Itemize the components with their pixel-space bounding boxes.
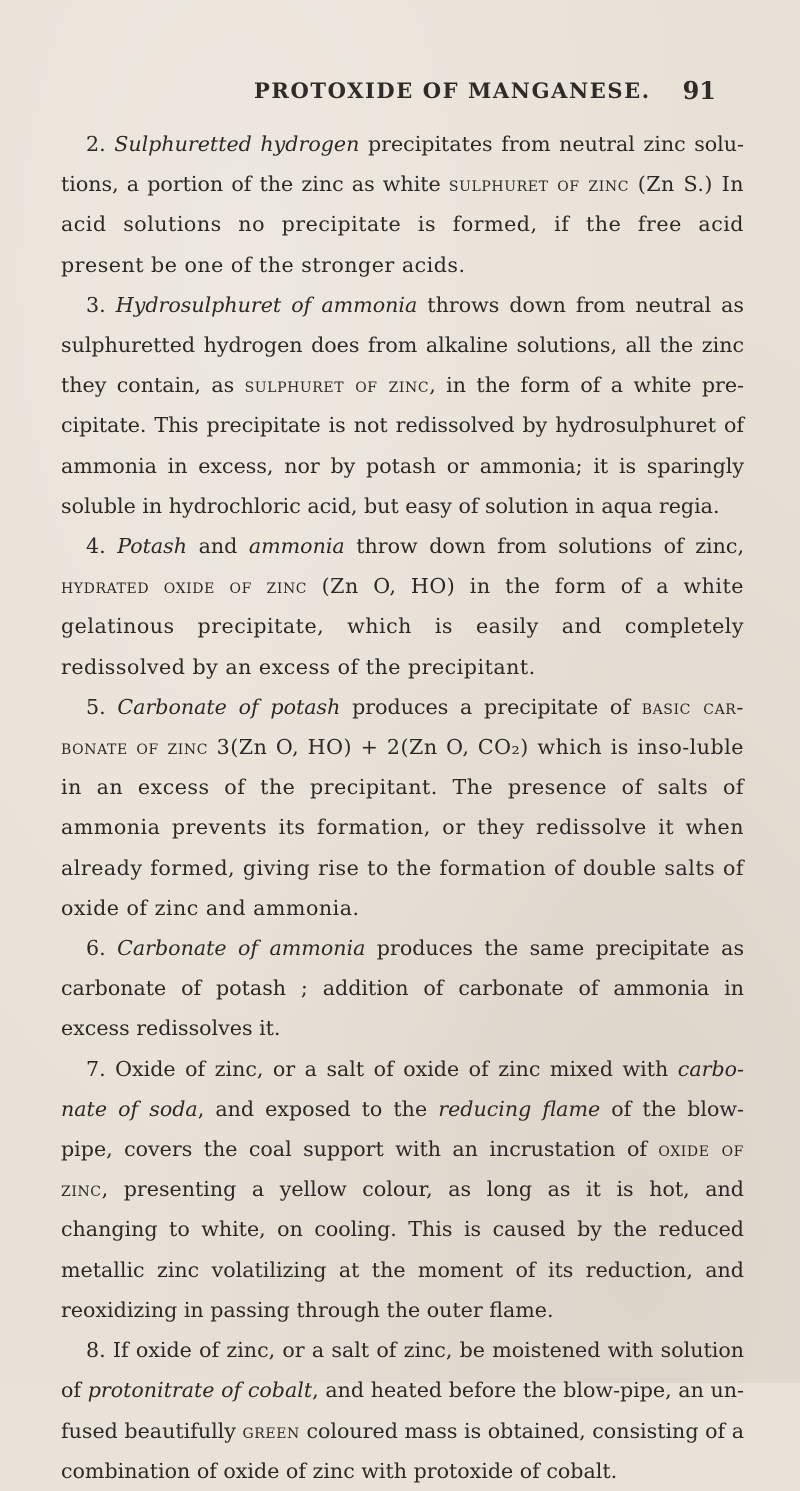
para-number: 2.	[86, 132, 115, 156]
paragraph-6	[61, 928, 744, 1049]
text-run: throw down from solutions of zinc,	[344, 534, 744, 559]
text-run: of the blow-pipe, covers the coal support with an incrustation of	[61, 1096, 744, 1162]
text-run: , and heated before the blow-pipe, an un-fused beautifully	[61, 1378, 744, 1443]
paragraph-7	[61, 1049, 744, 1330]
reagent-name: carbo-nate of soda	[61, 1056, 744, 1121]
paragraph-3	[61, 285, 744, 526]
text-run: precipitates from neutral zinc solu-tions, a portion of the zinc as white	[61, 132, 744, 197]
text-run: produces the same precipitate as carbonate of potash ; addition of carbonate of ammonia in excess redissolves it.	[61, 936, 745, 1041]
text-run: (Zn O, HO) in the form of a white gelatinous precipitate, which is easily and completely redissolved by an excess of the precipitant.	[61, 574, 744, 679]
text-run: coloured mass is obtained, consisting of a combination of oxide of zinc with protoxide of cobalt.	[61, 1418, 744, 1483]
flame-term: reducing flame	[438, 1096, 601, 1121]
compound-name: oxide of zinc	[61, 1137, 744, 1202]
reagent-name: Potash	[117, 534, 188, 559]
reagent-name: Carbonate of potash	[117, 694, 341, 719]
text-run: , and exposed to the	[197, 1096, 439, 1121]
text-run: 3(Zn O, HO) + 2(Zn O, CO₂) which is inso-luble in an excess of the precipitant. The presence of salts of ammonia prevents its formation, or they redissolve it when already formed, giving rise to the formation of double salts of oxide of zinc and ammonia.	[61, 735, 744, 920]
reagent-name: Hydrosulphuret of ammonia	[115, 292, 418, 317]
para-number: 5.	[86, 694, 118, 719]
reagent-name: Sulphuretted hydrogen	[114, 132, 360, 156]
reagent-name: protonitrate of cobalt	[87, 1378, 313, 1403]
text-run: 8. If oxide of zinc, or a salt of zinc, be moistened with solution of	[61, 1338, 744, 1403]
text-run: throws down from neutral as sulphuretted hydrogen does from alkaline solutions, all the zinc they contain, as	[61, 292, 744, 398]
para-number: 4.	[86, 534, 118, 559]
paragraph-8	[61, 1330, 744, 1491]
reagent-name: Carbonate of ammonia	[117, 936, 366, 961]
compound-name: basic car-bonate of zinc	[61, 694, 744, 760]
page-number: 91	[682, 76, 716, 105]
running-title: PROTOXIDE OF MANGANESE.	[254, 78, 651, 103]
compound-name: sulphuret of zinc	[448, 172, 630, 197]
compound-name: hydrated oxide of zinc	[61, 574, 308, 599]
color-term: green	[242, 1418, 300, 1443]
body-text	[61, 124, 744, 1491]
para-number: 3.	[86, 292, 116, 317]
paragraph-4	[61, 526, 744, 687]
reagent-name: ammonia	[248, 534, 345, 559]
text-run: , presenting a yellow colour, as long as it is hot, and changing to white, on cooling. This is caused by the reduced metallic zinc volatilizing at the moment of its reduction, and reoxidizing in passing through the outer flame.	[61, 1177, 744, 1322]
paragraph-2	[61, 124, 744, 285]
compound-name: sulphuret of zinc	[244, 373, 430, 398]
text-run: 7. Oxide of zinc, or a salt of oxide of zinc mixed with	[86, 1056, 678, 1081]
text-run: , in the form of a white pre-cipitate. This precipitate is not redissolved by hydrosulphuret of ammonia in excess, nor by potash or ammonia; it is sparingly soluble in hydrochloric acid, but easy of solution in aqua regia.	[61, 373, 744, 518]
paragraph-5	[61, 687, 744, 928]
text-run: (Zn S.) In acid solutions no precipitate is formed, if the free acid present be one of the stronger acids.	[61, 172, 744, 277]
para-number: 6.	[86, 936, 118, 961]
running-head	[0, 78, 800, 108]
text-run: produces a precipitate of	[340, 694, 642, 719]
text-run: and	[187, 534, 249, 559]
